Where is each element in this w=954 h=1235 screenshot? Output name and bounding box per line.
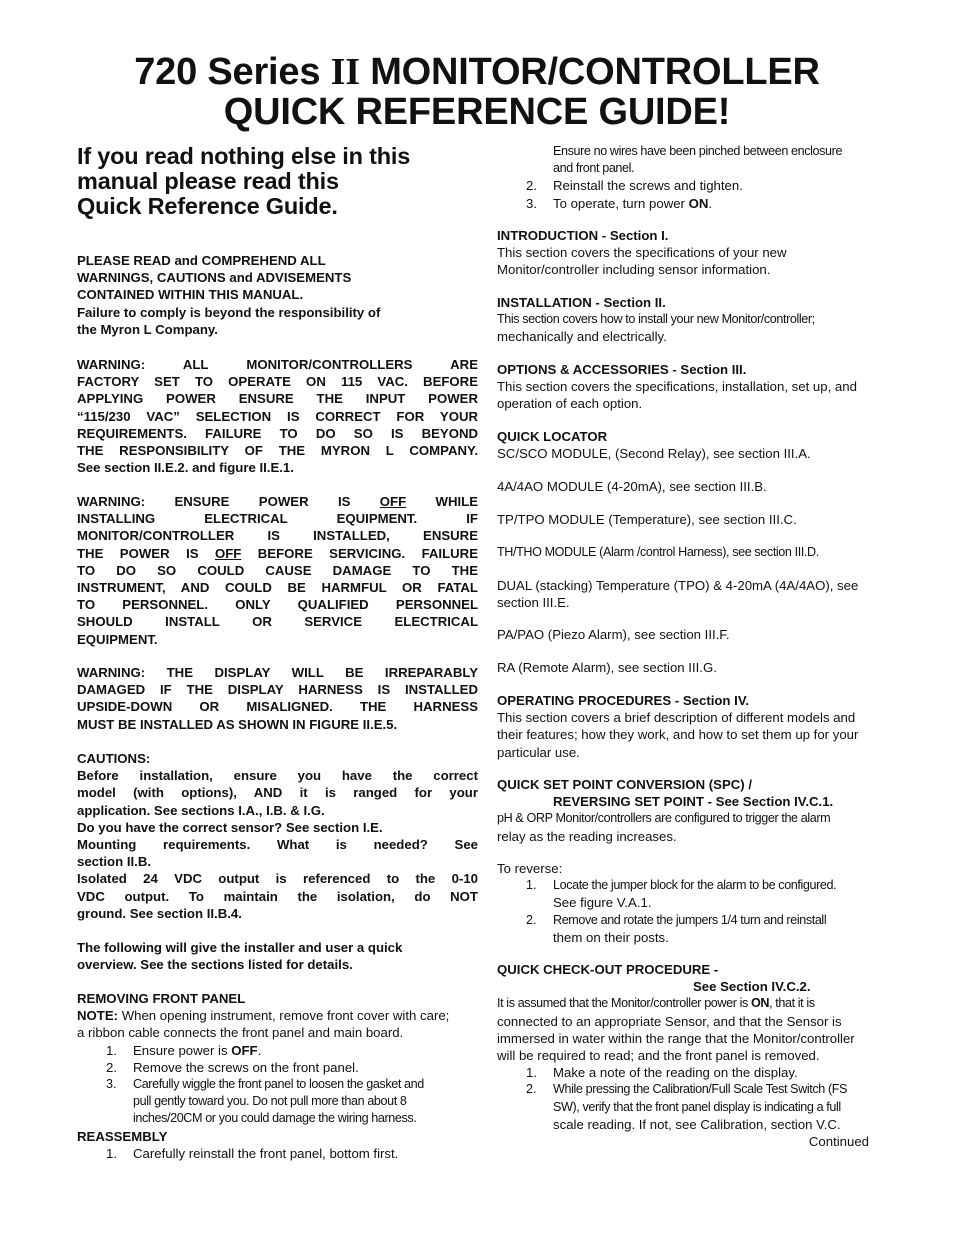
- page-title: [0, 52, 954, 132]
- introduction-section: INTRODUCTION - Section I. This section covers the specifications of your new Monitor/controller including sensor information.: [497, 228, 787, 278]
- installation-section: INSTALLATION - Section II. This section covers how to install your new Monitor/controller; mechanically and electrically.: [497, 295, 815, 345]
- removing-heading: REMOVING FRONT PANEL: [77, 991, 246, 1006]
- locator-tp: TP/TPO MODULE (Temperature), see section III.C.: [497, 512, 797, 527]
- warning-power-off: WARNING: ENSURE POWER IS OFF WHILE INSTALLING ELECTRICAL EQUIPMENT. IF MONITOR/CONTROLLER IS INSTALLED, ENSURE THE POWER IS OFF BEFORE SERVICING. FAILURE TO DO SO COULD CAUSE DAMAGE TO THE INSTRUMENT, AND COULD BE HARMFUL OR FATAL TO PERSONNEL. ONLY QUALIFIED PERSONNEL SHOULD INSTALL OR SERVICE ELECTRICAL EQUIPMENT.: [77, 494, 479, 647]
- locator-4a: 4A/4AO MODULE (4-20mA), see section III.B.: [497, 479, 767, 494]
- cautions-heading: CAUTIONS:: [77, 751, 151, 766]
- list-item: 3. Carefully wiggle the front panel to loosen the gasket and pull gently toward you. Do not pull more than about 8 inches/20CM or you could damage the wiring harness.: [106, 1077, 424, 1126]
- list-item: 2. Reinstall the screws and tighten.: [526, 178, 743, 194]
- list-item: 1. Make a note of the reading on the display.: [526, 1065, 798, 1081]
- locator-dual: DUAL (stacking) Temperature (TPO) & 4-20mA (4A/4AO), see section III.E.: [497, 578, 859, 611]
- title-line-1: 720 Series II MONITOR/CONTROLLER: [134, 51, 820, 93]
- removing-front-panel: REMOVING FRONT PANEL NOTE: When opening instrument, remove front cover with care; a ribbon cable connects the front panel and main board. 1. Ensure power is OFF. 2. Remove the screws on the front panel. 3. Carefully wiggle the front panel to loosen the gasket and pull gently toward you. Do not pull more than about 8 inches/20CM or you could damage the wiring harness. REASSEMBLY 1. Carefully reinstall the front panel, bottom first.: [77, 990, 478, 1162]
- list-item: 3. To operate, turn power ON.: [526, 195, 713, 211]
- locator-pa: PA/PAO (Piezo Alarm), see section III.F.: [497, 627, 730, 642]
- cautions: CAUTIONS: Before installation, ensure you have the correct model (with options), AND it is ranged for your application. See sections I.A., I.B. & I.G. Do you have the correct sensor? See section I.E. Mounting requirements. What is needed? See section II.B. Isolated 24 VDC output is referenced to the 0-10 VDC output. To maintain the isolation, do NOT ground. See section II.B.4.: [77, 751, 478, 921]
- title-line-2: QUICK REFERENCE GUIDE!: [223, 91, 731, 133]
- list-item: 2. Remove the screws on the front panel.: [106, 1059, 359, 1075]
- list-item: 1. Locate the jumper block for the alarm to be configured. See figure V.A.1.: [526, 878, 837, 911]
- list-item: 2. While pressing the Calibration/Full Scale Test Switch (FS SW), verify that the front panel display is indicating a full scale reading. If not, see Calibration, section V.C.: [526, 1082, 848, 1132]
- quick-locator: QUICK LOCATOR SC/SCO MODULE, (Second Relay), see section III.A.: [497, 429, 811, 462]
- warning-voltage: WARNING: ALL MONITOR/CONTROLLERS ARE FACTORY SET TO OPERATE ON 115 VAC. BEFORE APPLYING POWER ENSURE THE INPUT POWER “115/230 VAC” SELECTION IS CORRECT FOR YOUR REQUIREMENTS. FAILURE TO DO SO IS BEYOND THE RESPONSIBILITY OF THE MYRON L COMPANY. See section II.E.2. and figure II.E.1.: [77, 357, 478, 476]
- continued-label: Continued: [808, 1134, 869, 1150]
- locator-th: TH/THO MODULE (Alarm /control Harness), see section III.D.: [497, 545, 819, 559]
- overview-note: The following will give the installer and user a quick overview. See the sections listed for details.: [77, 940, 403, 973]
- options-section: OPTIONS & ACCESSORIES - Section III. This section covers the specifications, installation, set up, and operation of each option.: [497, 362, 857, 412]
- list-item: 1. Carefully reinstall the front panel, bottom first.: [106, 1145, 399, 1161]
- reassembly-continued: Ensure no wires have been pinched between enclosure and front panel. 2. Reinstall the screws and tighten. 3. To operate, turn power ON.: [497, 143, 869, 212]
- operating-procedures: OPERATING PROCEDURES - Section IV. This section covers a brief description of different models and their features; how they work, and how to set them up for your particular use.: [497, 693, 859, 760]
- list-item: 1. Ensure power is OFF.: [106, 1042, 262, 1058]
- reassembly-heading: REASSEMBLY: [77, 1128, 168, 1144]
- list-item: 2. Remove and rotate the jumpers 1/4 turn and reinstall them on their posts.: [526, 912, 827, 945]
- please-read-notice: PLEASE READ and COMPREHEND ALL WARNINGS, CAUTIONS and ADVISEMENTS CONTAINED WITHIN THIS MANUAL. Failure to comply is beyond the responsibility of the Myron L Company.: [77, 253, 381, 337]
- check-out-procedure: QUICK CHECK-OUT PROCEDURE - See Section IV.C.2. It is assumed that the Monitor/controller power is ON, that it is connected to an appropriate Sensor, and that the Sensor is immersed in water within the range that the Monitor/controller will be required to read; and the front panel is removed. 1. Make a note of the reading on the display. 2. While pressing the Calibration/Full Scale Test Switch (FS SW), verify that the front panel display is indicating a full scale reading. If not, see Calibration, section V.C. Continued: [497, 962, 869, 1150]
- subtitle: If you read nothing else in this manual please read this Quick Reference Guide.: [77, 143, 411, 219]
- set-point-conversion: QUICK SET POINT CONVERSION (SPC) / REVERSING SET POINT - See Section IV.C.1. pH & ORP Monitor/controllers are configured to trigger the alarm relay as the reading increases.: [497, 777, 834, 844]
- warning-display-harness: WARNING: THE DISPLAY WILL BE IRREPARABLY DAMAGED IF THE DISPLAY HARNESS IS INSTALLED UPSIDE-DOWN OR MISALIGNED. THE HARNESS MUST BE INSTALLED AS SHOWN IN FIGURE II.E.5.: [77, 665, 478, 732]
- locator-ra: RA (Remote Alarm), see section III.G.: [497, 660, 717, 675]
- to-reverse: To reverse: 1. Locate the jumper block for the alarm to be configured. See figure V.A.1. 2. Remove and rotate the jumpers 1/4 turn and reinstall them on their posts.: [497, 860, 869, 946]
